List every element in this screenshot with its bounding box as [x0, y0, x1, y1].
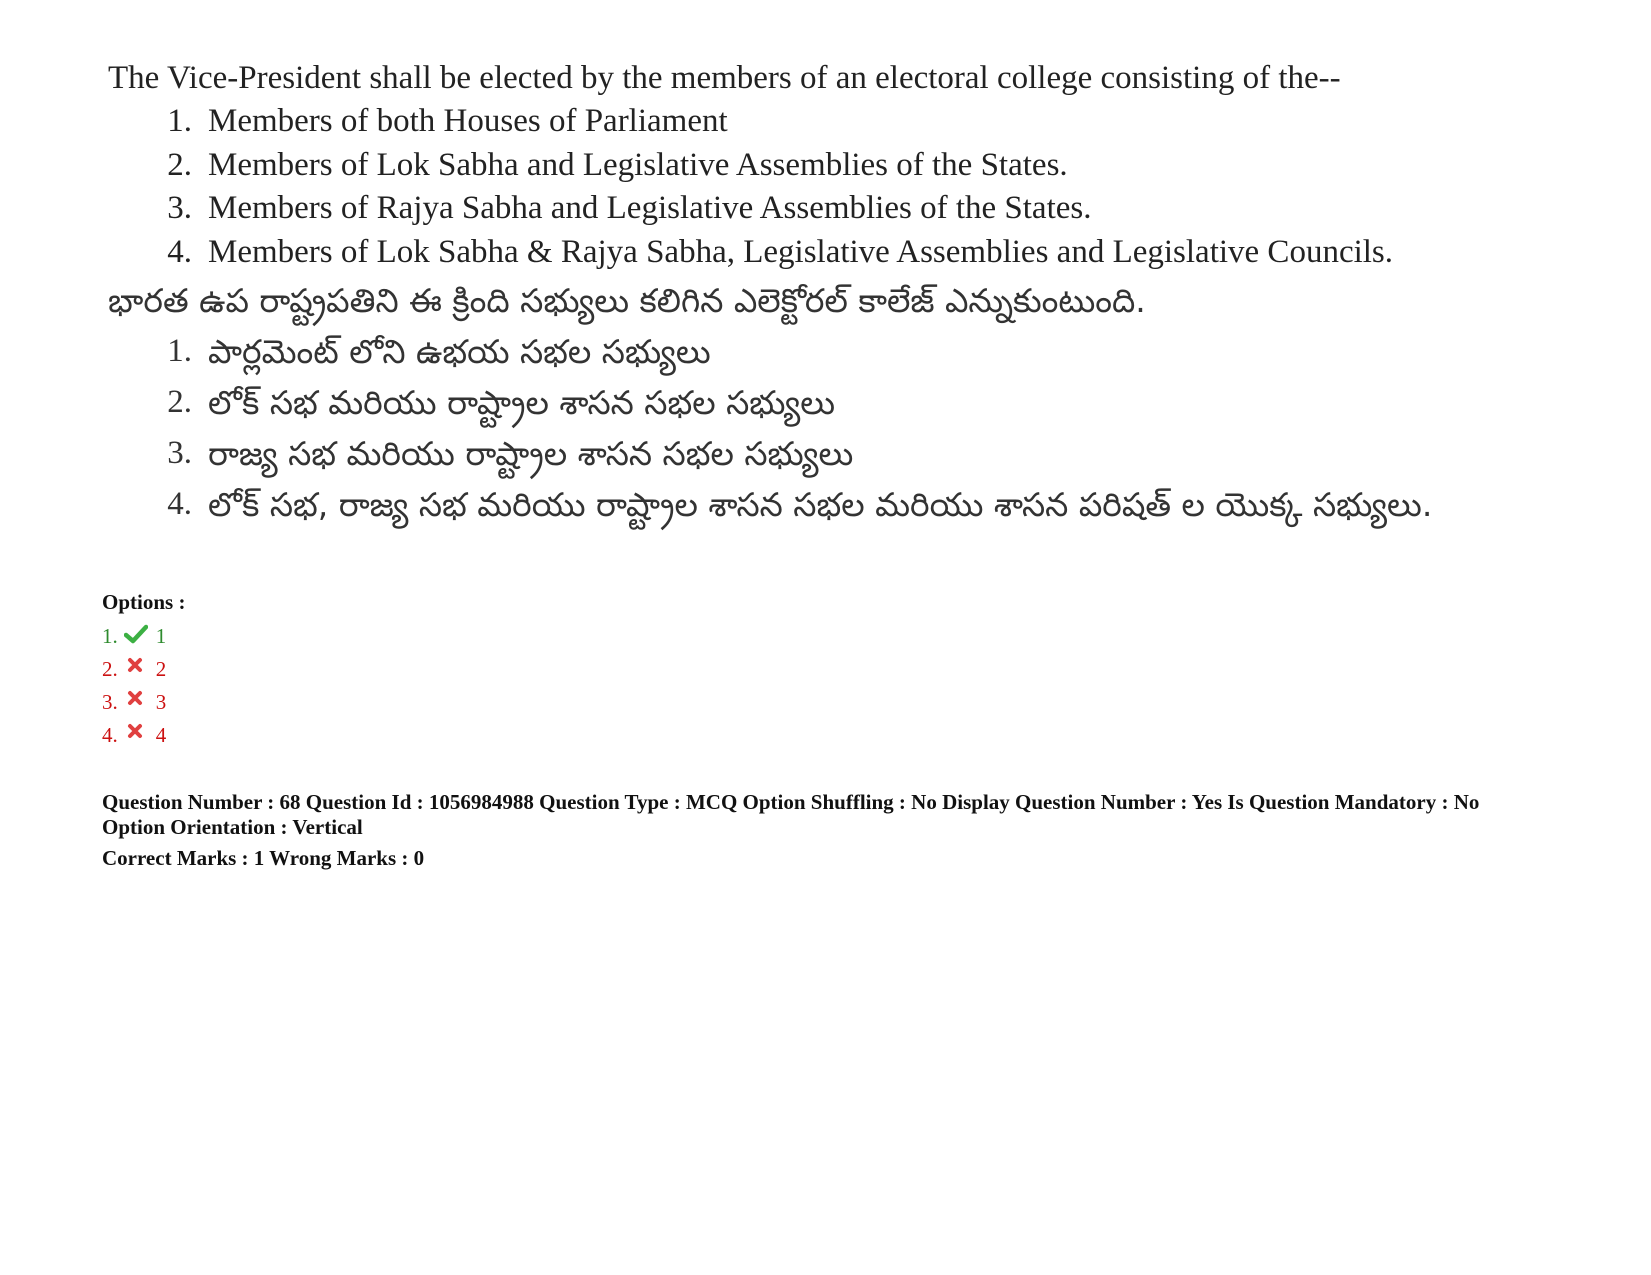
answer-option-3	[102, 686, 185, 719]
english-option-text: Members of both Houses of Parliament	[208, 103, 728, 139]
english-option-number: 2.	[167, 146, 192, 183]
english-option-text: Members of Lok Sabha and Legislative Assemblies of the States.	[208, 146, 1068, 183]
options-label: Options :	[102, 590, 186, 614]
question-metadata	[102, 790, 1602, 871]
cross-icon	[124, 654, 148, 674]
telugu-option-number: 1.	[167, 333, 192, 369]
answer-option-1	[102, 620, 185, 653]
option-orientation: Option Orientation : Vertical	[102, 815, 363, 839]
telugu-option-item	[108, 428, 1588, 479]
english-option-text: Members of Lok Sabha & Rajya Sabha, Legislative Assemblies and Legislative Councils.	[208, 233, 1394, 270]
options-section	[102, 586, 185, 752]
answer-option-value: 2	[155, 657, 167, 681]
answer-option-4	[102, 719, 185, 752]
telugu-option-list	[108, 326, 1588, 530]
telugu-option-number: 4.	[167, 486, 192, 522]
telugu-option-item	[108, 326, 1588, 377]
answer-option-number: 1.	[102, 624, 118, 648]
answer-option-number: 4.	[102, 723, 118, 747]
telugu-option-number: 2.	[167, 384, 192, 420]
telugu-option-item	[108, 377, 1588, 428]
question-english-title: The Vice-President shall be elected by the members of an electoral college consisting of the--	[108, 60, 1341, 96]
english-option-number: 4.	[167, 233, 192, 270]
answer-option-value: 1	[155, 624, 167, 648]
telugu-option-text: రాజ్య సభ మరియు రాష్ట్రాల శాసన సభల సభ్యులు	[208, 434, 854, 473]
english-option-list	[108, 100, 1588, 274]
cross-icon	[124, 687, 148, 707]
metadata-line: Question Number : 68 Question Id : 1056984988 Question Type : MCQ Option Shuffling : No Display Question Number : Yes Is Question Mandatory : No	[102, 790, 1480, 814]
cross-icon	[124, 720, 148, 740]
telugu-option-item	[108, 479, 1588, 530]
telugu-option-text: లోక్ సభ మరియు రాష్ట్రాల శాసన సభల సభ్యులు	[208, 383, 836, 422]
english-option-text: Members of Rajya Sabha and Legislative Assemblies of the States.	[208, 190, 1092, 226]
english-option-item	[108, 144, 1588, 188]
answer-option-value: 4	[155, 723, 167, 747]
english-option-item	[108, 231, 1588, 275]
answer-option-number: 2.	[102, 657, 118, 681]
answer-option-2	[102, 653, 185, 686]
answer-option-value: 3	[155, 690, 167, 714]
marks-info: Correct Marks : 1 Wrong Marks : 0	[102, 846, 425, 870]
telugu-option-text: పార్లమెంట్ లోని ఉభయ సభల సభ్యులు	[208, 332, 711, 371]
english-option-item	[108, 187, 1588, 231]
telugu-option-number: 3.	[167, 435, 192, 471]
english-option-item	[108, 100, 1588, 144]
english-option-number: 1.	[167, 103, 192, 139]
english-option-number: 3.	[167, 190, 192, 226]
question-telugu-title: భారత ఉప రాష్ట్రపతిని ఈ క్రింది సభ్యులు కలిగిన ఎలెక్టోరల్ కాలేజ్ ఎన్నుకుంటుంది.	[108, 281, 1146, 320]
check-icon	[124, 621, 148, 641]
question-block	[108, 56, 1588, 530]
telugu-option-text: లోక్ సభ, రాజ్య సభ మరియు రాష్ట్రాల శాసన సభల మరియు శాసన పరిషత్ ల యొక్క సభ్యులు.	[208, 485, 1433, 524]
answer-option-number: 3.	[102, 690, 118, 714]
